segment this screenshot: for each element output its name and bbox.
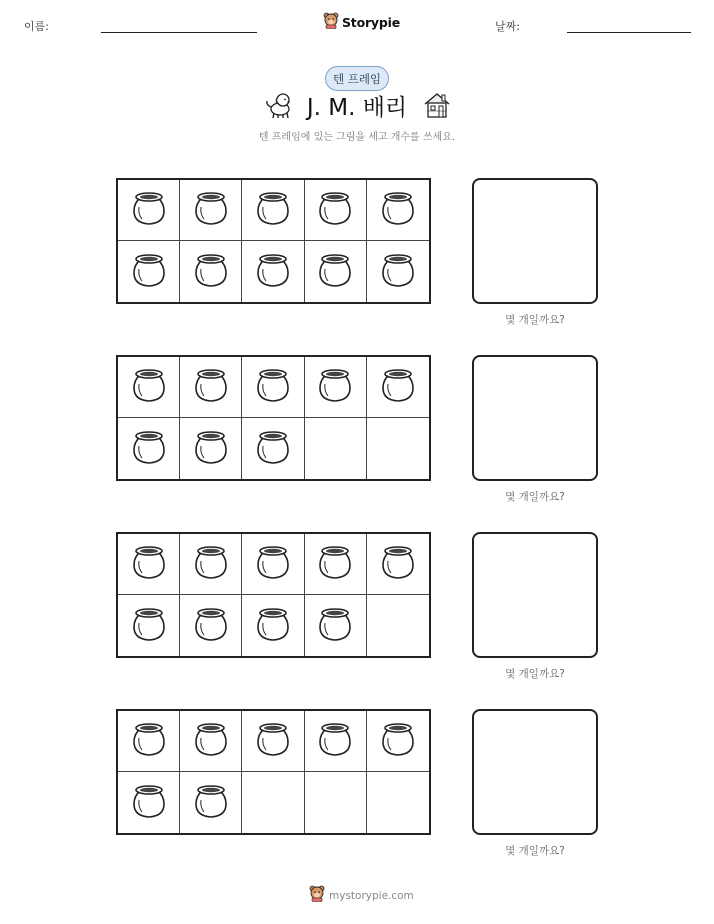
- pot-icon: [317, 251, 353, 293]
- pot-icon: [317, 605, 353, 647]
- ten-frame-cell: [305, 534, 367, 595]
- pot-icon: [131, 720, 167, 762]
- ten-frame-cell: [242, 357, 304, 418]
- ten-frame-cell: [180, 534, 242, 595]
- pot-icon: [131, 605, 167, 647]
- pot-icon: [193, 605, 229, 647]
- ten-frame-cell: [305, 418, 367, 479]
- instructions: 텐 프레임에 있는 그림을 세고 개수를 쓰세요.: [258, 132, 456, 143]
- bear-logo-icon: [309, 885, 325, 906]
- pot-icon: [193, 366, 229, 408]
- ten-frame-cell: [242, 772, 304, 833]
- answer-box[interactable]: [472, 709, 598, 835]
- brand-name: Storypie: [342, 15, 400, 30]
- ten-frame-cell: [118, 772, 180, 833]
- ten-frame-cell: [180, 595, 242, 656]
- pot-icon: [380, 366, 416, 408]
- ten-frame-cell: [305, 241, 367, 302]
- ten-frame-cell: [118, 418, 180, 479]
- pot-icon: [255, 720, 291, 762]
- ten-frame-cell: [367, 241, 429, 302]
- pot-icon: [255, 366, 291, 408]
- pot-icon: [131, 428, 167, 470]
- question-label: 몇 개일까요?: [505, 845, 565, 857]
- date-label: 날짜:: [495, 20, 520, 33]
- brand-logo: [323, 12, 400, 33]
- ten-frame-cell: [180, 180, 242, 241]
- pot-icon: [193, 782, 229, 824]
- ten-frame-cell: [305, 711, 367, 772]
- pot-icon: [255, 543, 291, 585]
- pot-icon: [255, 189, 291, 231]
- ten-frame-cell: [242, 534, 304, 595]
- ten-frame-cell: [118, 595, 180, 656]
- ten-frame-cell: [118, 241, 180, 302]
- pot-icon: [380, 720, 416, 762]
- ten-frame-cell: [242, 180, 304, 241]
- pot-icon: [255, 251, 291, 293]
- ten-frame-cell: [367, 711, 429, 772]
- footer-url: mystorypie.com: [329, 889, 414, 902]
- ten-frame-cell: [367, 180, 429, 241]
- ten-frame-cell: [367, 357, 429, 418]
- pot-icon: [255, 605, 291, 647]
- pot-icon: [131, 189, 167, 231]
- date-line: [567, 32, 691, 33]
- ten-frame-cell: [242, 241, 304, 302]
- ten-frame-cell: [305, 595, 367, 656]
- pot-icon: [131, 251, 167, 293]
- ten-frame-cell: [367, 418, 429, 479]
- ten-frame-cell: [180, 357, 242, 418]
- pot-icon: [193, 251, 229, 293]
- ten-frame-cell: [242, 711, 304, 772]
- question-label: 몇 개일까요?: [505, 314, 565, 326]
- pot-icon: [131, 366, 167, 408]
- ten-frame-cell: [180, 711, 242, 772]
- house-icon: [422, 91, 452, 123]
- ten-frame-cell: [118, 357, 180, 418]
- pot-icon: [380, 189, 416, 231]
- name-line: [101, 32, 257, 33]
- ten-frame-cell: [118, 180, 180, 241]
- pot-icon: [317, 720, 353, 762]
- ten-frame-cell: [118, 711, 180, 772]
- pot-icon: [131, 543, 167, 585]
- pot-icon: [255, 428, 291, 470]
- ten-frame-cell: [305, 180, 367, 241]
- answer-box[interactable]: [472, 178, 598, 304]
- name-label: 이름:: [24, 20, 49, 33]
- question-label: 몇 개일까요?: [505, 668, 565, 680]
- pot-icon: [193, 543, 229, 585]
- question-label: 몇 개일까요?: [505, 491, 565, 503]
- ten-frame: [116, 709, 431, 835]
- answer-box[interactable]: [472, 532, 598, 658]
- ten-frame: [116, 355, 431, 481]
- pot-icon: [317, 189, 353, 231]
- ten-frame-cell: [367, 595, 429, 656]
- pot-icon: [193, 428, 229, 470]
- page-title: J. M. 배리: [306, 95, 408, 121]
- footer: [309, 885, 414, 906]
- ten-frame: [116, 178, 431, 304]
- bear-logo-icon: [323, 12, 339, 33]
- pot-icon: [193, 720, 229, 762]
- ten-frame-cell: [180, 241, 242, 302]
- pot-icon: [380, 251, 416, 293]
- pot-icon: [131, 782, 167, 824]
- pot-icon: [317, 543, 353, 585]
- ten-frame-cell: [367, 772, 429, 833]
- pot-icon: [317, 366, 353, 408]
- ten-frame-cell: [180, 772, 242, 833]
- ten-frame-cell: [305, 357, 367, 418]
- ten-frame-cell: [180, 418, 242, 479]
- ten-frame-cell: [118, 534, 180, 595]
- pot-icon: [380, 543, 416, 585]
- ten-frame: [116, 532, 431, 658]
- answer-box[interactable]: [472, 355, 598, 481]
- ten-frame-cell: [367, 534, 429, 595]
- ten-frame-cell: [242, 418, 304, 479]
- ten-frame-badge: 텐 프레임: [325, 66, 389, 91]
- pot-icon: [193, 189, 229, 231]
- ten-frame-cell: [242, 595, 304, 656]
- ten-frame-cell: [305, 772, 367, 833]
